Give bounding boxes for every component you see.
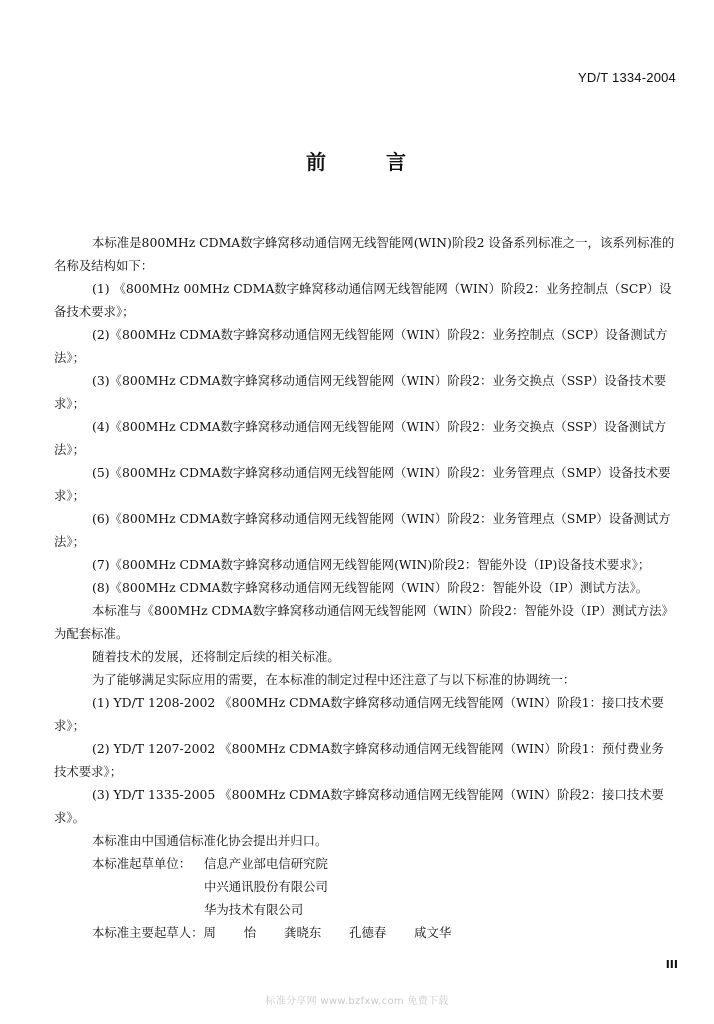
drafting-unit: 信息产业部电信研究院 <box>204 856 328 871</box>
future-paragraph: 随着技术的发展，还将制定后续的相关标准。 <box>92 649 340 664</box>
series-item: (6)《800MHz CDMA数字蜂窝移动通信网无线智能网（WIN）阶段2：业务管理点（SMP）设备测试方法》； <box>54 511 671 549</box>
drafting-unit: 华为技术有限公司 <box>204 902 304 917</box>
series-item: (1) 《800MHz 00MHz CDMA数字蜂窝移动通信网无线智能网（WIN）阶段2：业务控制点（SCP）设备技术要求》； <box>54 281 672 319</box>
series-item: (7)《800MHz CDMA数字蜂窝移动通信网无线智能网(WIN)阶段2：智能外设（IP)设备技术要求》； <box>92 557 651 572</box>
series-item: (8)《800MHz CDMA数字蜂窝移动通信网无线智能网（WIN）阶段2：智能外设（IP）测试方法》。 <box>92 580 649 595</box>
proposer-paragraph: 本标准由中国通信标准化协会提出并归口。 <box>92 833 328 848</box>
standard-code: YD/T 1334-2004 <box>578 70 676 85</box>
drafting-unit: 中兴通讯股份有限公司 <box>204 879 328 894</box>
watermark-text: 标准分享网 www.bzfxw.com 免费下载 <box>265 996 449 1007</box>
related-standard-item: (1) YD/T 1208-2002 《800MHz CDMA数字蜂窝移动通信网无线智能网（WIN）阶段1：接口技术要求》； <box>54 695 664 733</box>
related-standard-item: (3) YD/T 1335-2005 《800MHz CDMA数字蜂窝移动通信网无线智能网（WIN）阶段2：接口技术要求》。 <box>54 787 664 825</box>
companion-paragraph: 本标准与《800MHz CDMA数字蜂窝移动通信网无线智能网（WIN）阶段2：智能外设（IP）测试方法》为配套标准。 <box>54 603 674 641</box>
main-drafters-names: 周 怡 龚晓东 孔德春 咸文华 <box>203 925 452 940</box>
main-drafters <box>54 921 676 944</box>
page-title <box>0 146 714 175</box>
coordination-intro: 为了能够满足实际应用的需要，在本标准的制定过程中还注意了与以下标准的协调统一： <box>92 672 576 687</box>
series-item: (3)《800MHz CDMA数字蜂窝移动通信网无线智能网（WIN）阶段2：业务交换点（SSP）设备技术要求》； <box>54 373 667 411</box>
drafting-units-label: 本标准起草单位： <box>92 856 192 871</box>
series-item: (2)《800MHz CDMA数字蜂窝移动通信网无线智能网（WIN）阶段2：业务控制点（SCP）设备测试方法》； <box>54 327 668 365</box>
related-standard-item: (2) YD/T 1207-2002 《800MHz CDMA数字蜂窝移动通信网无线智能网（WIN）阶段1：预付费业务技术要求》； <box>54 741 664 779</box>
preface-body <box>54 231 676 944</box>
series-item: (4)《800MHz CDMA数字蜂窝移动通信网无线智能网（WIN）阶段2：业务交换点（SSP）设备测试方法》； <box>54 419 667 457</box>
title-char-left: 前 <box>306 150 328 174</box>
series-item: (5)《800MHz CDMA数字蜂窝移动通信网无线智能网（WIN）阶段2：业务管理点（SMP）设备技术要求》； <box>54 465 671 503</box>
intro-paragraph: 本标准是800MHz CDMA数字蜂窝移动通信网无线智能网(WIN)阶段2 设备系列标准之一，该系列标准的名称及结构如下： <box>54 235 675 273</box>
title-char-right: 言 <box>386 150 408 174</box>
drafting-units <box>54 852 676 921</box>
page-number: III <box>665 958 678 971</box>
main-drafters-label: 本标准主要起草人： <box>92 925 204 940</box>
